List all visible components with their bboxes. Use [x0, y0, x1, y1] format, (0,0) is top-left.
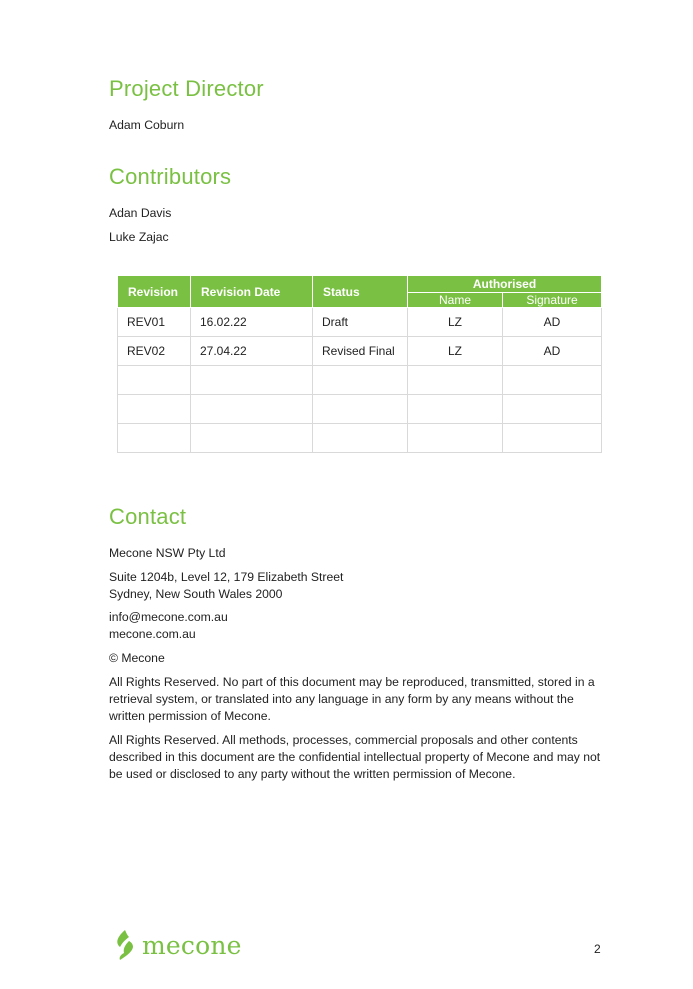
address-line-1: Suite 1204b, Level 12, 179 Elizabeth Street [109, 570, 344, 584]
table-row [118, 308, 602, 337]
table-row [118, 337, 602, 366]
revision-cell: REV02 [118, 337, 191, 366]
table-row [118, 424, 602, 453]
authorised-group-header: Authorised [408, 276, 602, 293]
contact-website[interactable]: mecone.com.au [109, 627, 196, 641]
mecone-logo [112, 929, 242, 961]
status-cell: Revised Final [313, 337, 408, 366]
authorised-name-cell: LZ [408, 337, 503, 366]
table-row [118, 366, 602, 395]
name-column-header: Name [408, 293, 503, 308]
status-cell [313, 424, 408, 453]
contributor-name: Adan Davis [109, 206, 172, 220]
authorised-signature-cell [503, 424, 602, 453]
project-director-name: Adam Coburn [109, 118, 185, 132]
status-cell [313, 366, 408, 395]
table-row [118, 395, 602, 424]
rights-paragraph-1: All Rights Reserved. No part of this document may be reproduced, transmitted, stored in a retrieval system, or translated into any language in any form by any means without the written permission of Mecone. [109, 675, 595, 723]
revision-column-header: Revision [118, 276, 191, 308]
contact-heading: Contact [109, 504, 187, 529]
rights-paragraph-2: All Rights Reserved. All methods, processes, commercial proposals and other contents described in this document are the confidential intellectual property of Mecone and may not be used or disclosed to any party without the written permission of Mecone. [109, 733, 601, 781]
mecone-leaf-icon [112, 929, 138, 961]
copyright-notice: © Mecone [109, 651, 165, 665]
contact-email[interactable]: info@mecone.com.au [109, 610, 228, 624]
page-number: 2 [594, 942, 601, 956]
company-name: Mecone NSW Pty Ltd [109, 546, 226, 560]
status-cell: Draft [313, 308, 408, 337]
authorised-name-cell [408, 424, 503, 453]
project-director-heading: Project Director [109, 76, 264, 101]
revision-cell [118, 424, 191, 453]
address-line-2: Sydney, New South Wales 2000 [109, 587, 283, 601]
contributor-name: Luke Zajac [109, 230, 169, 244]
revision-date-cell: 27.04.22 [191, 337, 313, 366]
revision-date-cell [191, 395, 313, 424]
contributors-heading: Contributors [109, 164, 232, 189]
revision-date-column-header: Revision Date [191, 276, 313, 308]
authorised-signature-cell: AD [503, 308, 602, 337]
authorised-name-cell: LZ [408, 308, 503, 337]
revision-table [117, 275, 602, 453]
authorised-signature-cell [503, 395, 602, 424]
authorised-name-cell [408, 395, 503, 424]
status-cell [313, 395, 408, 424]
revision-cell [118, 395, 191, 424]
revision-cell [118, 366, 191, 395]
revision-date-cell [191, 424, 313, 453]
revision-date-cell [191, 366, 313, 395]
authorised-signature-cell: AD [503, 337, 602, 366]
revision-cell: REV01 [118, 308, 191, 337]
signature-column-header: Signature [503, 293, 602, 308]
authorised-signature-cell [503, 366, 602, 395]
revision-date-cell: 16.02.22 [191, 308, 313, 337]
status-column-header: Status [313, 276, 408, 308]
authorised-name-cell [408, 366, 503, 395]
table-header-row [118, 276, 602, 293]
logo-wordmark: mecone [142, 930, 242, 960]
